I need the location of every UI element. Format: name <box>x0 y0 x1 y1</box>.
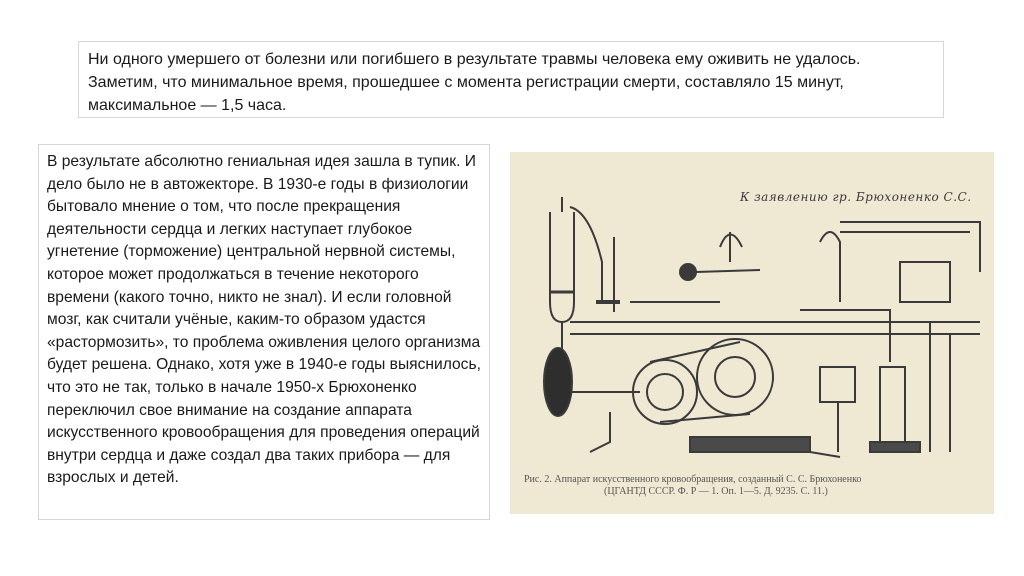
top-note-box <box>78 41 944 118</box>
caption-line-2: (ЦГАНТД СССР. Ф. Р — 1. Оп. 1—5. Д. 9235. С. 11.) <box>604 486 828 497</box>
top-note-text: Ни одного умершего от болезни или погибшего в результате травмы человека ему оживить не удалось. Заметим, что минимальное время, прошедшее с момента регистрации смерти, составляло 15 минут, максимальное — 1,5 часа. <box>88 51 861 114</box>
handwritten-note: К заявлению гр. Брюхоненко С.С. <box>740 190 972 204</box>
body-text-box <box>38 144 490 520</box>
figure-caption <box>524 474 984 498</box>
body-text: В результате абсолютно гениальная идея зашла в тупик. И дело было не в автожекторе. В 1930-е годы в физиологии бытовало мнение о том, что после прекращения деятельности сердца и легких наступает глубокое угнетение (торможение) центральной нервной системы, которое может продолжаться в течение некоторого времени (какого точно, никто не знал). И если головной мозг, как считали учёные, каким-то образом удастся «растормозить», то проблема оживления целого организма будет решена. Однако, хотя уже в 1940-е годы выяснилось, что это не так, только в начале 1950-х Брюхоненко переключил свое внимание на создание аппарата искусственного кровообращения для проведения операций внутри сердца и даже создал два таких прибора — для взрослых и детей. <box>47 153 481 487</box>
apparatus-drawing <box>510 152 994 514</box>
caption-line-1: Рис. 2. Аппарат искусственного кровообращения, созданный С. С. Брюхоненко <box>524 474 862 485</box>
apparatus-figure <box>510 152 994 514</box>
